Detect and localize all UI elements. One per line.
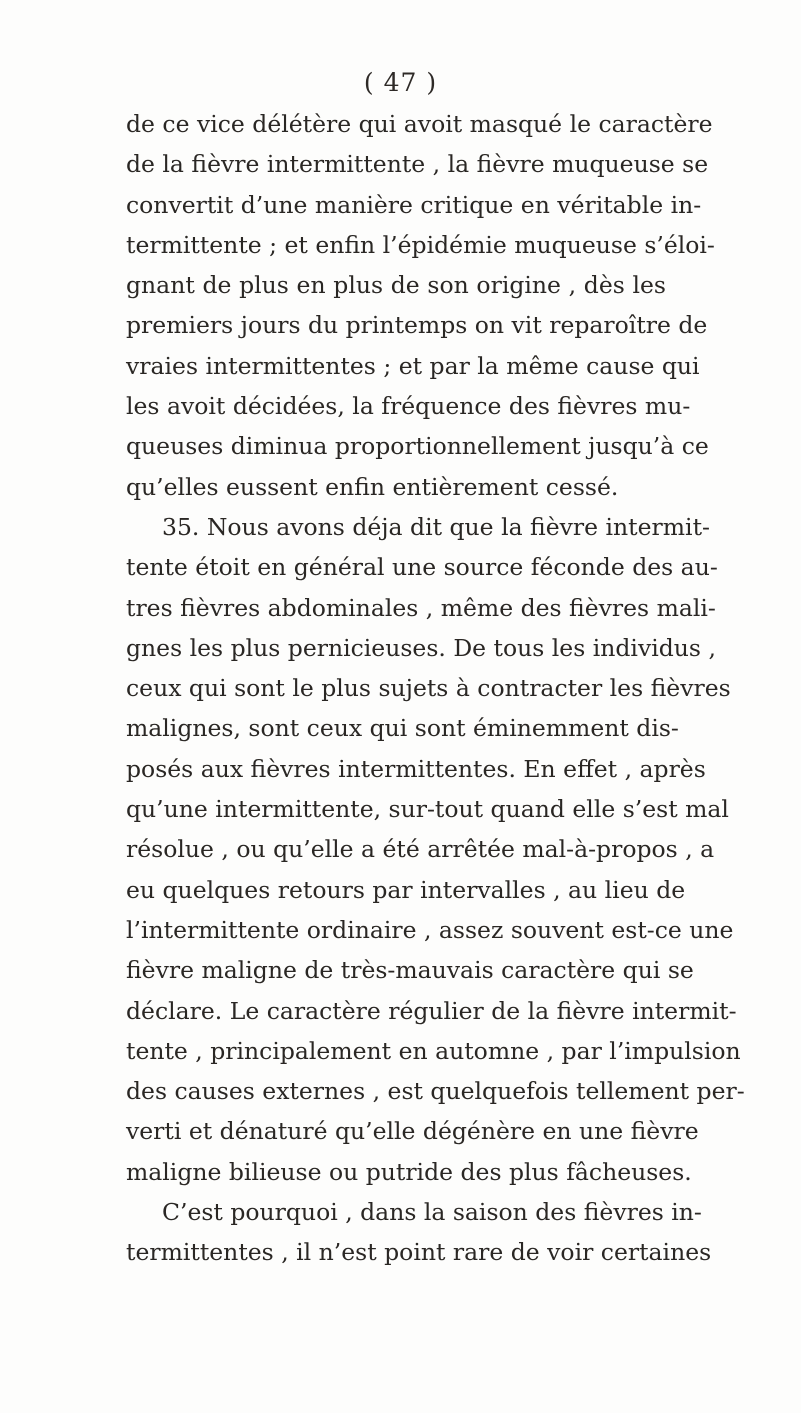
text-line: gnant de plus en plus de son origine , dès les xyxy=(126,271,666,300)
text-line: tente , principalement en automne , par l’impulsion xyxy=(126,1036,741,1065)
text-line: de la fièvre intermittente , la fièvre muqueuse se xyxy=(126,150,709,179)
text-line: de ce vice délétère qui avoit masqué le caractère xyxy=(126,110,713,138)
text-line: eu quelques retours par intervalles , au lieu de xyxy=(126,875,686,904)
text-line: C’est pourquoi , dans la saison des fièvres in- xyxy=(162,1198,702,1227)
text-line: premiers jours du printemps on vit reparoître de xyxy=(126,311,708,340)
text-line: verti et dénaturé qu’elle dégénère en une fièvre xyxy=(126,1117,699,1146)
text-line: convertit d’une manière critique en véritable in- xyxy=(126,190,702,219)
text-line: gnes les plus pernicieuses. De tous les individus , xyxy=(126,633,716,662)
text-line: des causes externes , est quelquefois tellement per- xyxy=(126,1077,745,1106)
text-line: 35. Nous avons déja dit que la fièvre intermit- xyxy=(162,512,710,541)
text-line: queuses diminua proportionnellement jusqu’à ce xyxy=(126,432,709,461)
text-line: vraies intermittentes ; et par la même cause qui xyxy=(126,351,700,380)
text-line: malignes, sont ceux qui sont éminemment dis- xyxy=(126,714,679,743)
text-line: résolue , ou qu’elle a été arrêtée mal-à-propos , a xyxy=(126,835,715,864)
text-line: termittente ; et enfin l’épidémie muqueuse s’éloi- xyxy=(126,230,715,259)
text-line: termittentes , il n’est point rare de voir certaines xyxy=(126,1238,712,1267)
text-line: qu’une intermittente, sur-tout quand elle s’est mal xyxy=(126,795,729,824)
page-number: ( 47 ) xyxy=(363,68,438,97)
text-line: les avoit décidées, la fréquence des fièvres mu- xyxy=(126,392,691,421)
text-line: maligne bilieuse ou putride des plus fâcheuses. xyxy=(126,1157,692,1186)
text-line: tente étoit en général une source féconde des au- xyxy=(126,553,718,582)
text-line: déclare. Le caractère régulier de la fièvre intermit- xyxy=(126,996,737,1025)
body-text xyxy=(126,104,745,1273)
text-line: qu’elles eussent enfin entièrement cessé. xyxy=(126,472,619,501)
text-line: ceux qui sont le plus sujets à contracter les fièvres xyxy=(126,674,731,703)
text-line: tres fièvres abdominales , même des fièvres mali- xyxy=(126,593,716,622)
text-line: posés aux fièvres intermittentes. En effet , après xyxy=(126,754,706,783)
text-line: fièvre maligne de très-mauvais caractère qui se xyxy=(126,956,694,985)
text-line: l’intermittente ordinaire , assez souvent est-ce une xyxy=(126,915,734,944)
